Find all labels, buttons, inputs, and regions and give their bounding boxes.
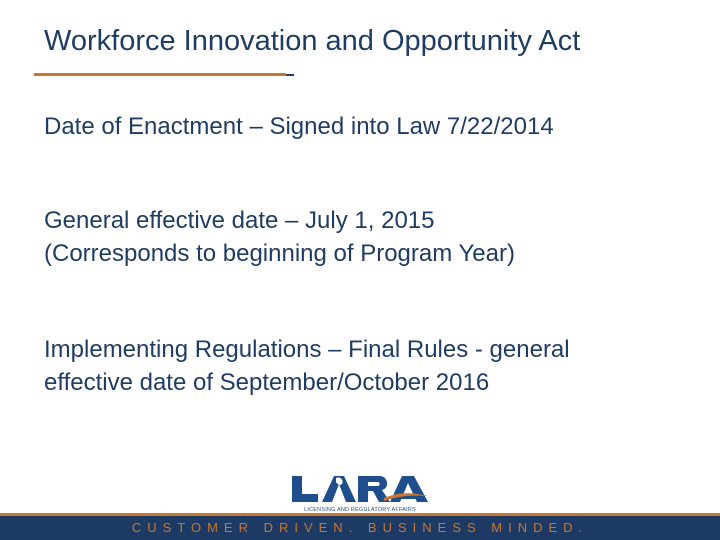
title-underline	[34, 73, 286, 76]
bullet-line: General effective date – July 1, 2015	[44, 207, 435, 234]
bullet-effective-date	[44, 204, 515, 270]
bullet-line: Date of Enactment – Signed into Law 7/22/2014	[44, 113, 554, 140]
bullet-line: (Corresponds to beginning of Program Year)	[44, 240, 515, 267]
lara-logo	[288, 474, 432, 514]
slide-title: Workforce Innovation and Opportunity Act	[44, 25, 581, 57]
footer-tagline: CUSTOMER DRIVEN. BUSINESS MINDED.	[131, 520, 589, 535]
title-underline-tick	[286, 74, 294, 76]
bullet-enactment-date	[44, 110, 554, 143]
bullet-line: effective date of September/October 2016	[44, 369, 490, 396]
lara-logo-graphic	[288, 474, 432, 514]
bullet-implementing-regulations	[44, 333, 570, 399]
svg-text:LICENSING AND REGULATORY AFFAI: LICENSING AND REGULATORY AFFAIRS	[304, 507, 416, 513]
bullet-line: Implementing Regulations – Final Rules - general	[44, 336, 570, 363]
